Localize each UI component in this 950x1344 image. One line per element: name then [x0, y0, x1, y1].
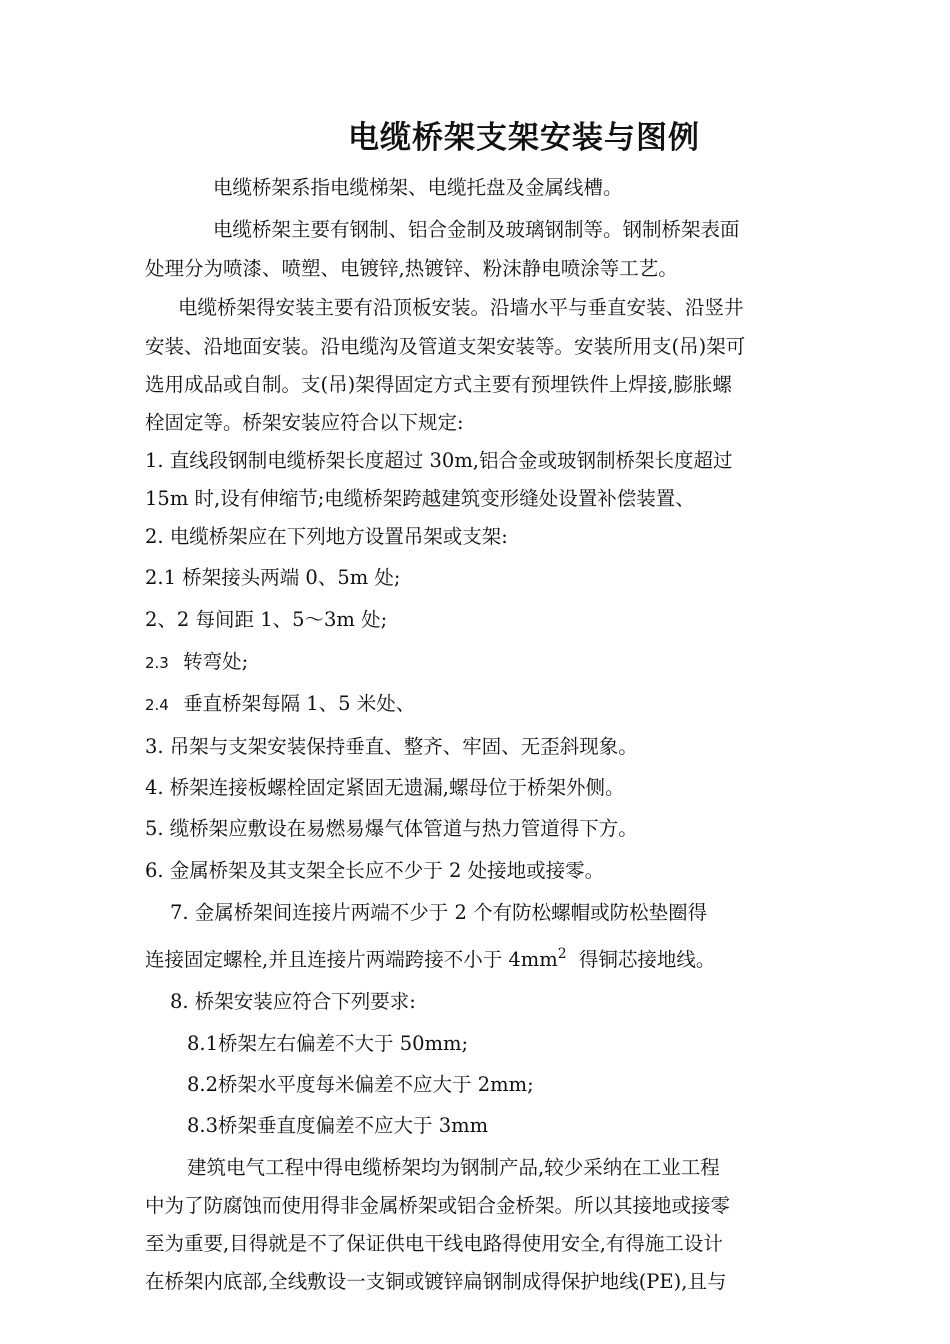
paragraph-line: 电缆桥架主要有钢制、铝合金制及玻璃钢制等。钢制桥架表面	[213, 218, 740, 241]
list-text: 连接固定螺栓,并且连接片两端跨接不小于 4mm	[145, 948, 558, 971]
list-text: 转弯处;	[183, 650, 249, 673]
list-text: 垂直桥架每隔 1、5 米处、	[183, 692, 416, 715]
paragraph-line: 安装、沿地面安装。沿电缆沟及管道支架安装等。安装所用支(吊)架可	[145, 335, 746, 358]
list-item: 2.1 桥架接头两端 0、5m 处;	[145, 566, 401, 589]
list-item: 4. 桥架连接板螺栓固定紧固无遗漏,螺母位于桥架外侧。	[145, 776, 625, 799]
paragraph-line: 栓固定等。桥架安装应符合以下规定:	[145, 411, 464, 434]
paragraph-line: 建筑电气工程中得电缆桥架均为钢制产品,较少采纳在工业工程	[187, 1156, 720, 1179]
paragraph-line: 处理分为喷漆、喷塑、电镀锌,热镀锌、粉沫静电喷涂等工艺。	[145, 257, 678, 280]
list-item: 5. 缆桥架应敷设在易燃易爆气体管道与热力管道得下方。	[145, 817, 638, 840]
list-item	[145, 946, 715, 974]
list-item: 2、2 每间距 1、5～3m 处;	[145, 608, 388, 631]
paragraph-line: 电缆桥架得安装主要有沿顶板安装。沿墙水平与垂直安装、沿竖井	[178, 296, 744, 319]
list-number: 2.3	[145, 654, 169, 672]
list-item: 2. 电缆桥架应在下列地方设置吊架或支架:	[145, 525, 508, 548]
list-item: 7. 金属桥架间连接片两端不少于 2 个有防松螺帽或防松垫圈得	[170, 901, 708, 924]
list-item: 3. 吊架与支架安装保持垂直、整齐、牢固、无歪斜现象。	[145, 735, 638, 758]
list-item: 1. 直线段钢制电缆桥架长度超过 30m,铝合金或玻钢制桥架长度超过	[145, 449, 733, 472]
paragraph-line: 至为重要,目得就是不了保证供电干线电路得使用安全,有得施工设计	[145, 1232, 723, 1255]
superscript: 2	[557, 946, 567, 962]
list-text: 得铜芯接地线。	[578, 948, 716, 971]
paragraph-line: 选用成品或自制。支(吊)架得固定方式主要有预埋铁件上焊接,膨胀螺	[145, 373, 732, 396]
paragraph-line: 电缆桥架系指电缆梯架、电缆托盘及金属线槽。	[213, 176, 623, 199]
list-item: 8. 桥架安装应符合下列要求:	[170, 990, 416, 1013]
list-item: 8.2桥架水平度每米偏差不应大于 2mm;	[187, 1073, 534, 1096]
list-item: 8.3桥架垂直度偏差不应大于 3mm	[187, 1114, 489, 1137]
page-title: 电缆桥架支架安装与图例	[348, 120, 700, 156]
list-item: 8.1桥架左右偏差不大于 50mm;	[187, 1032, 469, 1055]
paragraph-line: 在桥架内底部,全线敷设一支铜或镀锌扁钢制成得保护地线(PE),且与	[145, 1270, 727, 1293]
list-item: 6. 金属桥架及其支架全长应不少于 2 处接地或接零。	[145, 859, 605, 882]
list-item: 15m 时,设有伸缩节;电缆桥架跨越建筑变形缝处设置补偿装置、	[145, 487, 695, 510]
list-item	[145, 648, 248, 677]
list-item	[145, 690, 415, 719]
list-number: 2.4	[145, 696, 169, 714]
paragraph-line: 中为了防腐蚀而使用得非金属桥架或铝合金桥架。所以其接地或接零	[145, 1194, 731, 1217]
